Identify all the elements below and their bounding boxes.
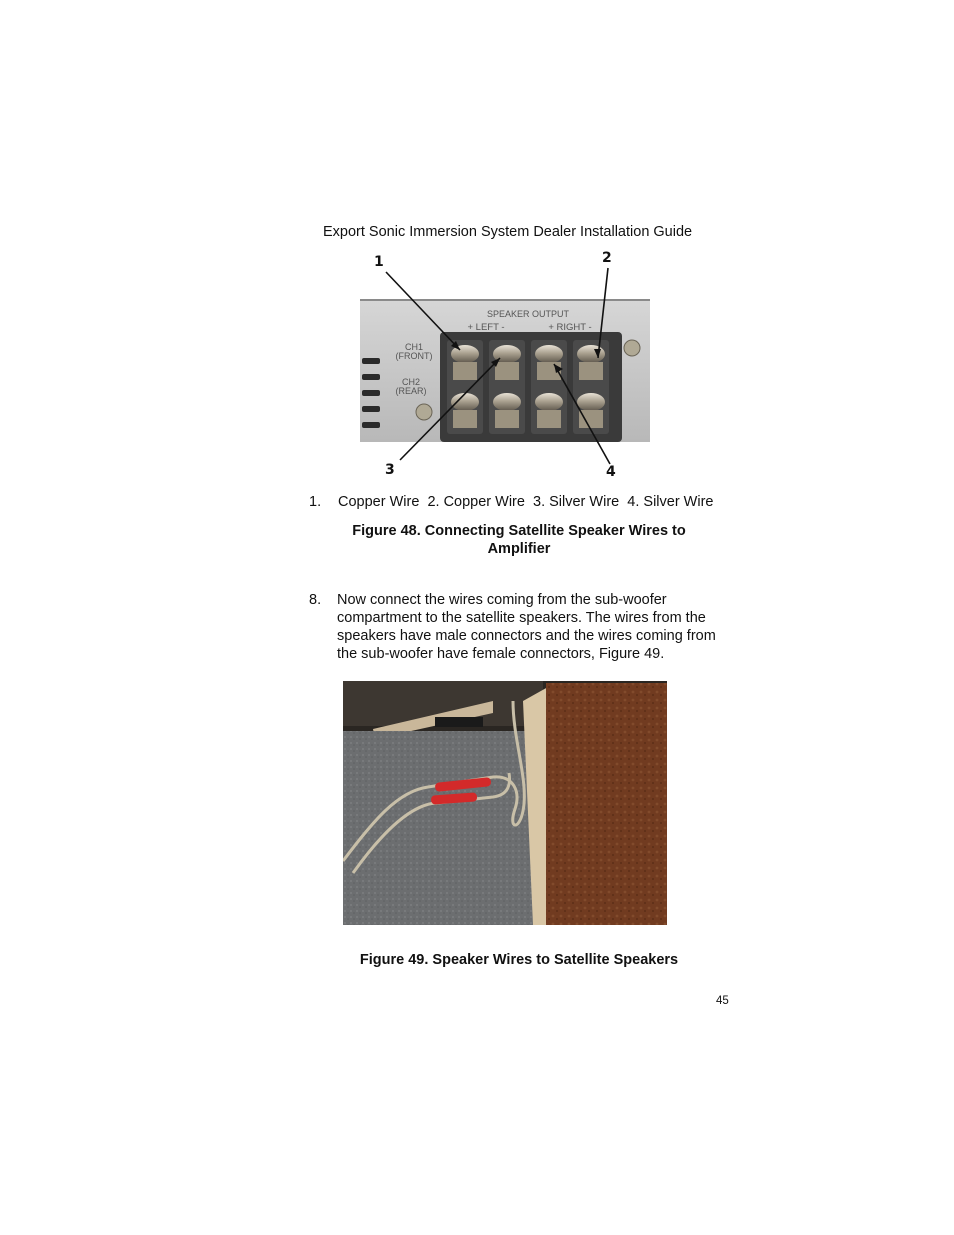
figure-48-legend bbox=[309, 494, 713, 510]
mount-screw-right bbox=[624, 340, 640, 356]
step-8-number: 8. bbox=[309, 592, 322, 608]
figure-48-caption bbox=[330, 522, 708, 558]
ch1-sub-label: (FRONT) bbox=[395, 351, 433, 361]
figure-48-caption-line-1: Figure 48. Connecting Satellite Speaker Wires to bbox=[352, 523, 686, 539]
callout-2: 2 bbox=[602, 250, 612, 266]
legend-text: Copper Wire 2. Copper Wire 3. Silver Wire 4. Silver Wire bbox=[338, 494, 714, 510]
foam-panel bbox=[343, 731, 543, 925]
legend-number: 1. bbox=[309, 494, 322, 510]
left-label: + LEFT - bbox=[467, 322, 505, 333]
ch2-label: CH2 bbox=[401, 377, 421, 387]
figure-48-caption-line-2: Amplifier bbox=[487, 541, 551, 557]
ch1-label: CH1 bbox=[404, 342, 424, 352]
figure-49-caption: Figure 49. Speaker Wires to Satellite Speakers bbox=[359, 952, 679, 968]
figure-48-amplifier-photo bbox=[360, 250, 652, 478]
mount-screw-left bbox=[416, 404, 432, 420]
step-8-text: Now connect the wires coming from the sub-woofer compartment to the satellite speakers. The wires from the speakers have male connectors and the wires coming from the sub-woofer have female connectors, Figure 49. bbox=[337, 592, 716, 662]
page-header: Export Sonic Immersion System Dealer Installation Guide bbox=[323, 224, 693, 240]
callout-4: 4 bbox=[606, 464, 616, 478]
callout-1: 1 bbox=[374, 254, 384, 270]
speaker-output-label: SPEAKER OUTPUT bbox=[486, 309, 570, 319]
ch2-sub-label: (REAR) bbox=[395, 386, 427, 396]
figure-49-speaker-wires-photo bbox=[343, 681, 667, 925]
page-number: 45 bbox=[716, 995, 729, 1007]
callout-3: 3 bbox=[385, 462, 395, 478]
right-label: + RIGHT - bbox=[548, 322, 592, 333]
